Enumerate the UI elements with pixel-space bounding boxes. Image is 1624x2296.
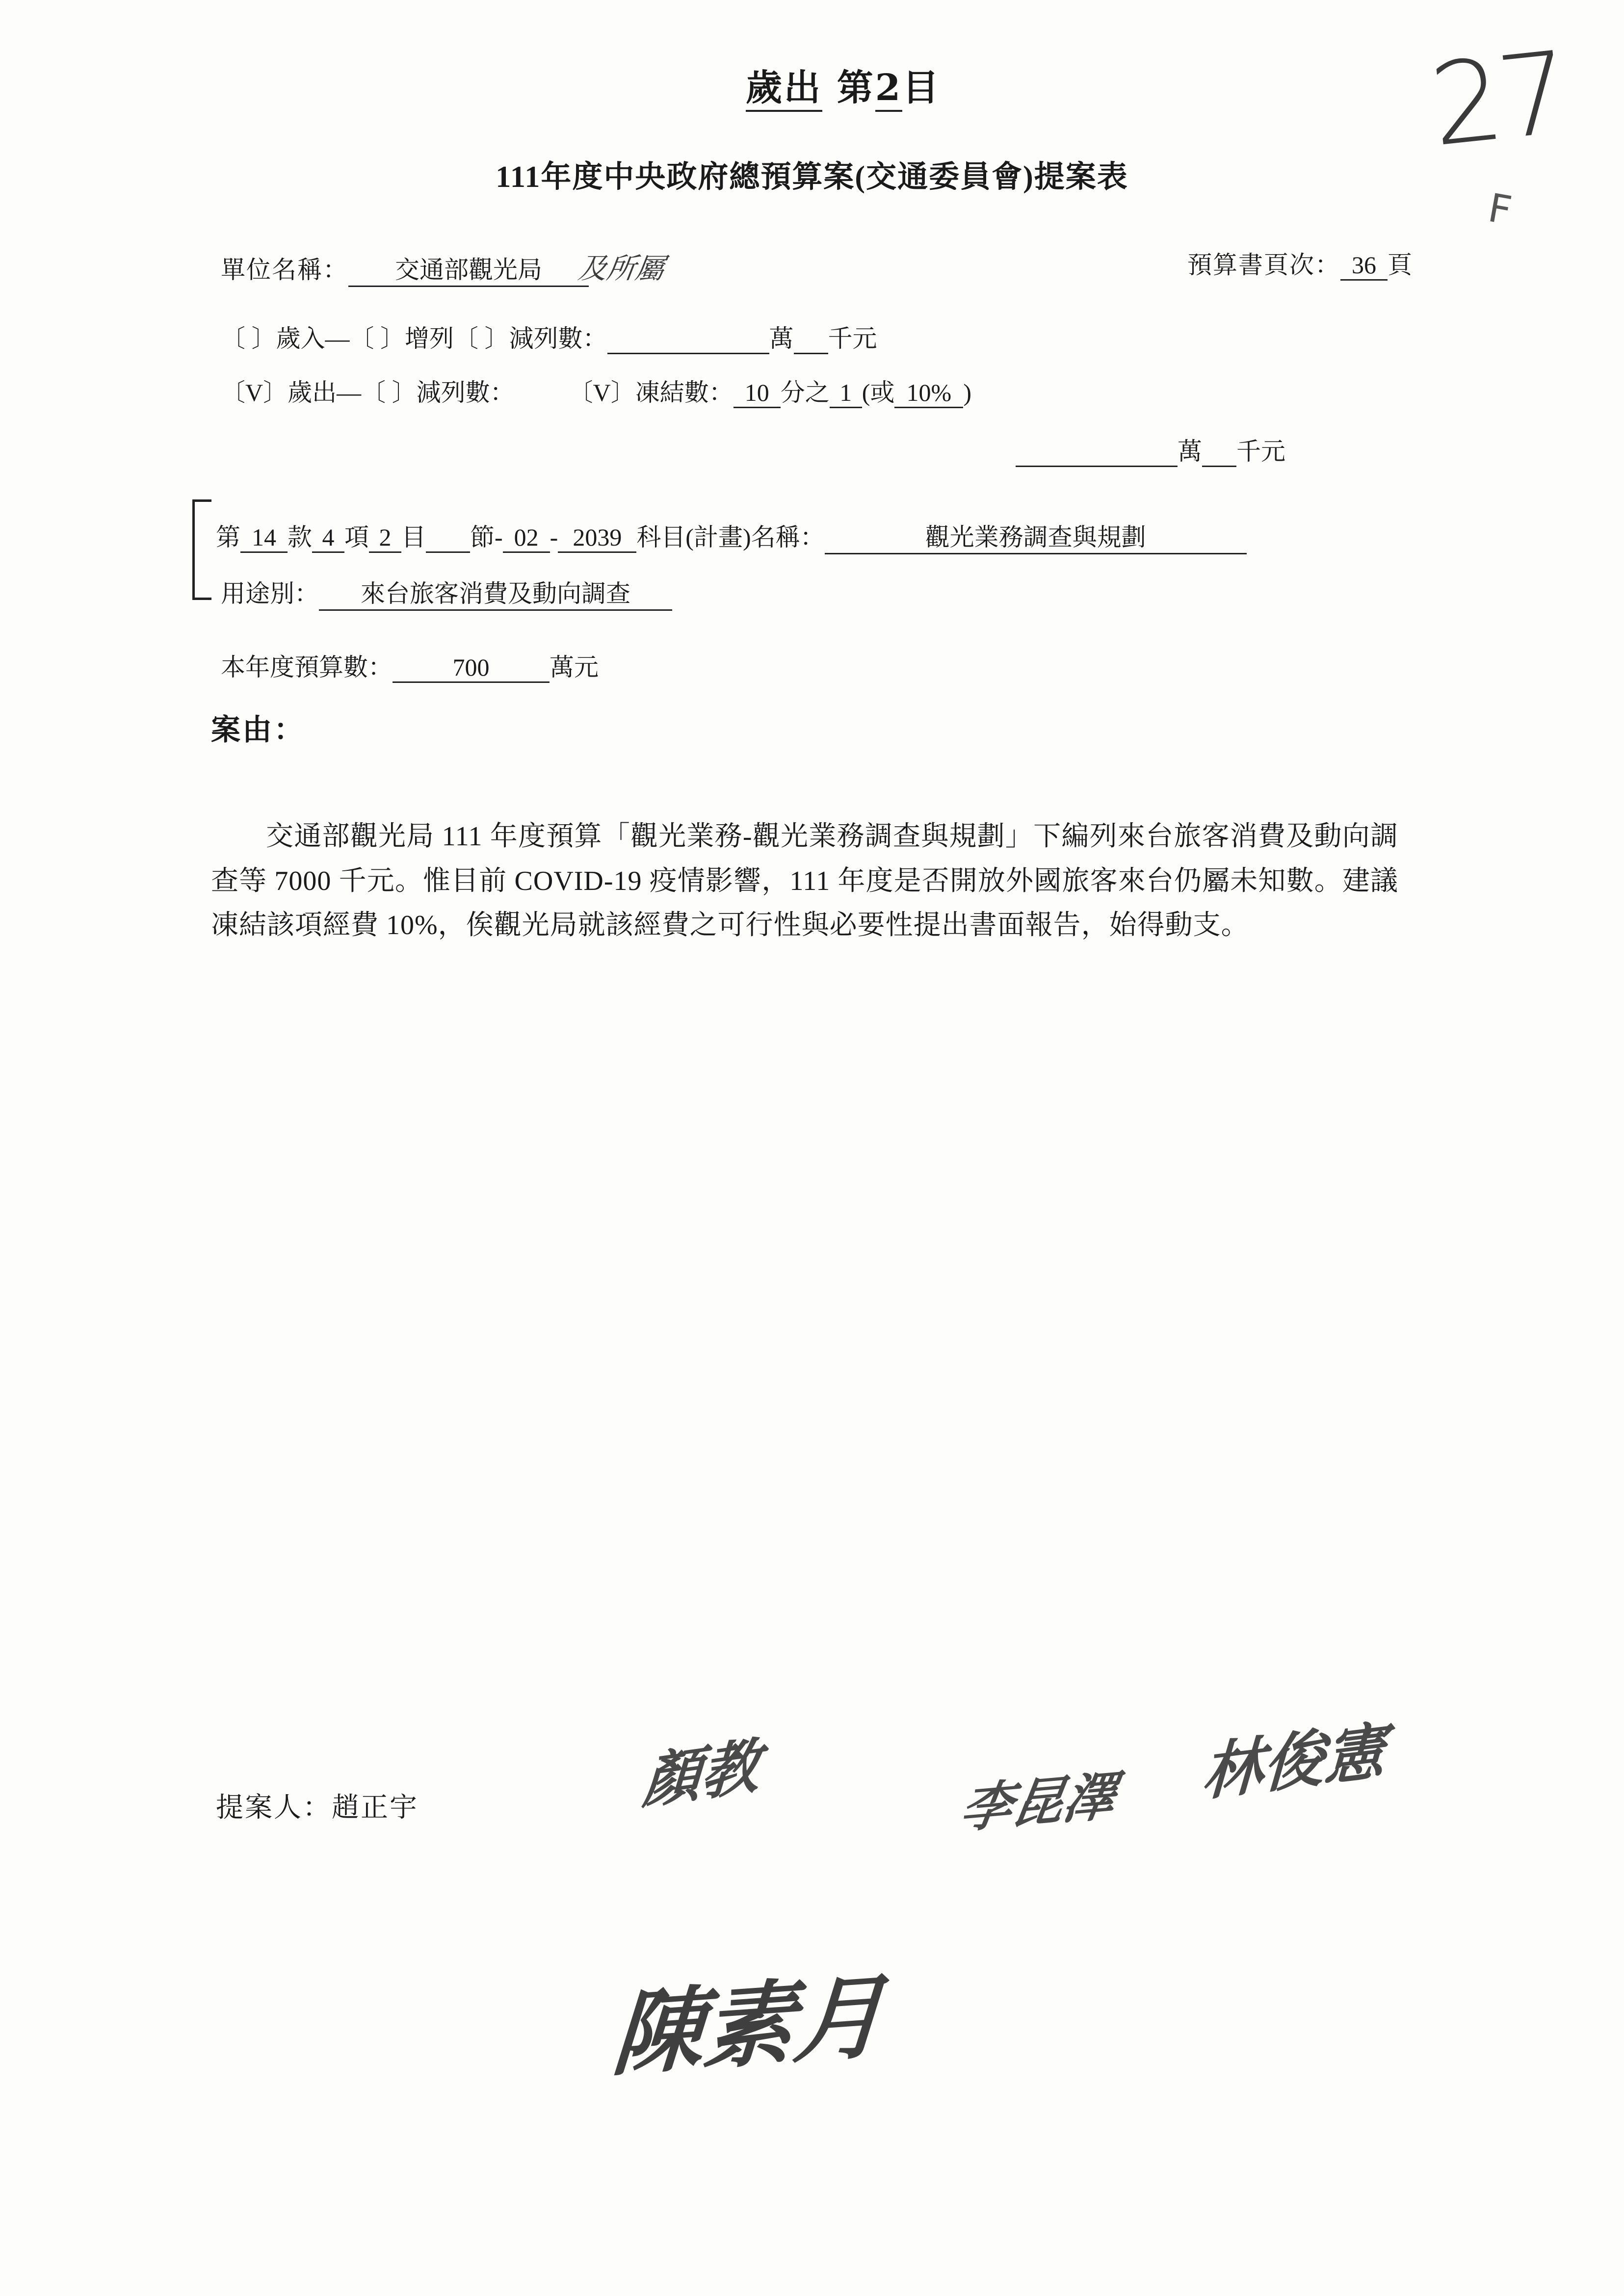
freeze-denominator: 1 xyxy=(830,378,862,408)
xiang-value: 4 xyxy=(312,523,344,553)
stamp-suffix: 目 xyxy=(902,67,941,109)
expense-amount-blank[interactable] xyxy=(1016,437,1178,467)
budget-page-label: 預算書頁次： xyxy=(1187,251,1340,279)
revenue-amount-blank[interactable] xyxy=(607,324,769,354)
stamp-prefix: 歲出 xyxy=(746,67,822,112)
revenue-text-1: 歲入— xyxy=(276,325,350,352)
year-budget-unit: 萬元 xyxy=(550,653,599,681)
expense-checkbox-2[interactable]: 〔 〕 xyxy=(361,379,417,406)
freeze-percent: 10% xyxy=(894,378,963,408)
code-dash-1: - xyxy=(495,523,503,551)
unit-name-row xyxy=(221,245,667,287)
unit-name-value: 交通部觀光局 xyxy=(348,250,589,287)
expense-text-1: 歲出— xyxy=(288,379,362,406)
kuan-label: 第 xyxy=(216,523,240,551)
mu-unit: 目 xyxy=(401,523,426,551)
freeze-label: 凍結數： xyxy=(635,379,733,406)
stamp-title xyxy=(746,59,941,111)
expense-unit-qian: 千元 xyxy=(1236,438,1285,465)
expense-amount-row xyxy=(1016,432,1285,467)
signature-1: 顏教 xyxy=(640,1731,762,1818)
unit-name-handwritten-note: 及所屬 xyxy=(576,252,667,285)
budget-page-value: 36 xyxy=(1340,251,1388,281)
kuan-value: 14 xyxy=(240,523,288,553)
proposer-row xyxy=(216,1786,419,1825)
freeze-mid: 分之 xyxy=(780,379,830,406)
revenue-text-3: 減列數： xyxy=(509,325,607,352)
code-segment-b: 2039 xyxy=(558,523,636,553)
purpose-row xyxy=(221,574,672,611)
revenue-unit-qian: 千元 xyxy=(828,325,877,352)
code-block-bracket xyxy=(192,499,211,600)
revenue-checkbox-2[interactable]: 〔 〕 xyxy=(349,325,405,352)
kuan-unit: 款 xyxy=(288,523,312,551)
handwritten-page-number: 27 xyxy=(1425,27,1572,172)
case-body xyxy=(211,814,1398,948)
code-dash-2: - xyxy=(550,523,558,551)
signature-4: 陳素月 xyxy=(609,1962,889,2089)
page-title: 111年度中央政府總預算案(交通委員會)提案表 xyxy=(496,160,1128,194)
revenue-checkbox-3[interactable]: 〔 〕 xyxy=(454,325,509,352)
expense-checkbox-1[interactable]: 〔V〕 xyxy=(221,379,288,406)
case-label: 案由： xyxy=(211,714,305,746)
code-row xyxy=(216,518,1247,554)
freeze-paren-close: ) xyxy=(963,379,972,406)
code-segment-a: 02 xyxy=(503,523,550,553)
revenue-checkbox-1[interactable]: 〔 〕 xyxy=(221,325,276,352)
expense-text-2: 減列數： xyxy=(416,379,515,406)
year-budget-value: 700 xyxy=(393,653,550,683)
jie-unit: 節 xyxy=(470,523,495,551)
case-body-text: 交通部觀光局 111 年度預算「觀光業務-觀光業務調查與規劃」下編列來台旅客消費及動向調查等 7000 千元。惟目前 COVID-19 疫情影響，111 年度是否開放外國旅客來台仍屬未知數。建議凍結該項經費 10%，俟觀光局就該經費之可行性與必要性提出書面報告，始得動支。 xyxy=(211,821,1398,941)
stamp-item-number: 2 xyxy=(875,67,903,112)
year-budget-label: 本年度預算數： xyxy=(221,653,393,681)
revenue-row xyxy=(221,319,877,354)
revenue-unit-wan: 萬 xyxy=(769,325,794,352)
freeze-checkbox[interactable]: 〔V〕 xyxy=(568,379,635,406)
handwritten-page-mark: F xyxy=(1485,184,1515,234)
expense-qian-blank[interactable] xyxy=(1202,437,1236,467)
stamp-item-label: 第 xyxy=(837,67,875,109)
subject-value: 觀光業務調查與規劃 xyxy=(825,518,1247,554)
purpose-value: 來台旅客消費及動向調查 xyxy=(319,574,672,611)
signature-3: 林俊憲 xyxy=(1200,1715,1387,1810)
jie-value[interactable] xyxy=(426,523,470,553)
unit-name-label: 單位名稱： xyxy=(221,256,348,284)
revenue-qian-blank[interactable] xyxy=(794,324,828,354)
xiang-unit: 項 xyxy=(344,523,369,551)
budget-page-unit: 頁 xyxy=(1388,251,1412,279)
subject-label: 科目(計畫)名稱： xyxy=(636,523,825,551)
freeze-paren-open: (或 xyxy=(862,379,895,406)
purpose-label: 用途別： xyxy=(221,580,319,607)
year-budget-row xyxy=(221,648,599,683)
signature-2: 李昆澤 xyxy=(956,1765,1120,1840)
budget-page-row xyxy=(1187,245,1412,281)
proposer-name: 趙正宇 xyxy=(332,1793,419,1823)
revenue-text-2: 增列 xyxy=(405,325,454,352)
proposer-label: 提案人： xyxy=(216,1793,332,1823)
freeze-numerator: 10 xyxy=(733,378,781,408)
mu-value: 2 xyxy=(369,523,401,553)
expense-row xyxy=(221,373,971,408)
expense-unit-wan: 萬 xyxy=(1178,438,1202,465)
